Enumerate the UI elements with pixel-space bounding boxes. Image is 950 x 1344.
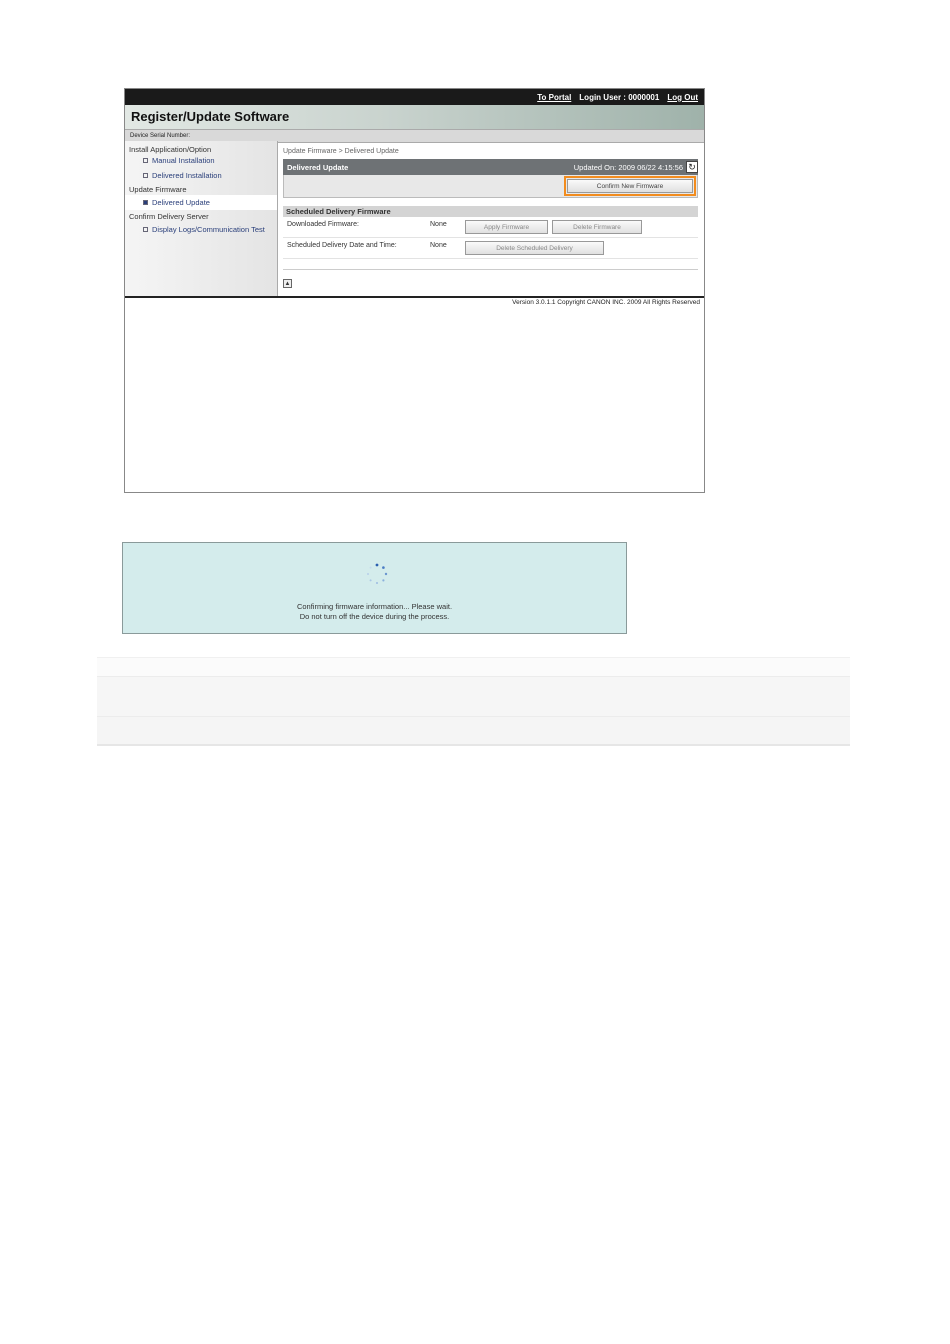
bullet-icon — [143, 200, 148, 205]
dialog-line-2: Do not turn off the device during the process. — [299, 612, 450, 621]
sidebar-item-manual-installation[interactable] — [125, 153, 277, 168]
scheduled-delivery-value: None — [430, 242, 447, 249]
sidebar-header-update-firmware[interactable]: Update Firmware — [129, 185, 187, 194]
scheduled-delivery-header: Scheduled Delivery Firmware — [283, 206, 698, 217]
copyright: Version 3.0.1.1 Copyright CANON INC. 2009 All Rights Reserved — [512, 299, 700, 306]
sidebar-header-install[interactable]: Install Application/Option — [129, 145, 212, 154]
dialog-message — [122, 602, 627, 622]
content-area — [125, 141, 704, 298]
sidebar-item-label: Delivered Installation — [152, 171, 222, 180]
sidebar-item-display-logs[interactable] — [125, 222, 277, 237]
delete-firmware-button[interactable]: Delete Firmware — [552, 220, 642, 234]
updated-on-label: Updated On: 2009 06/22 4:15:56 — [573, 162, 683, 172]
table-row — [97, 676, 850, 717]
scheduled-delivery-row — [283, 238, 698, 259]
scroll-to-top-icon[interactable]: ▲ — [284, 281, 291, 287]
table-row — [97, 716, 850, 746]
bullet-icon — [143, 158, 148, 163]
downloaded-firmware-label: Downloaded Firmware: — [287, 221, 359, 228]
sidebar-item-label: Manual Installation — [152, 156, 215, 165]
sidebar-header-confirm-server[interactable]: Confirm Delivery Server — [129, 212, 209, 221]
top-bar — [125, 89, 704, 105]
apply-firmware-button[interactable]: Apply Firmware — [465, 220, 548, 234]
divider — [283, 269, 698, 270]
scheduled-delivery-label: Scheduled Delivery Date and Time: — [287, 242, 397, 249]
main-panel — [283, 141, 698, 296]
downloaded-firmware-value: None — [430, 221, 447, 228]
downloaded-firmware-row — [283, 217, 698, 238]
sidebar-item-delivered-update[interactable] — [125, 195, 277, 210]
delivered-update-panel — [283, 175, 698, 198]
dialog-line-1: Confirming firmware information... Please wait. — [296, 602, 453, 611]
loading-spinner-icon — [366, 563, 388, 585]
section-title: Delivered Update — [287, 162, 349, 172]
delete-scheduled-delivery-button[interactable]: Delete Scheduled Delivery — [465, 241, 604, 255]
device-serial-label: Device Serial Number: — [125, 129, 704, 143]
sidebar-item-label: Delivered Update — [152, 198, 210, 207]
section-header — [283, 159, 698, 175]
to-portal-link[interactable]: To Portal — [537, 92, 572, 102]
sidebar — [125, 141, 278, 296]
bullet-icon — [143, 173, 148, 178]
refresh-icon[interactable]: ↻ — [686, 161, 698, 173]
breadcrumb: Update Firmware > Delivered Update — [283, 148, 399, 155]
confirm-new-firmware-button[interactable]: Confirm New Firmware — [567, 179, 693, 193]
update-info — [574, 161, 698, 173]
browser-window — [124, 88, 705, 493]
table-row — [97, 657, 850, 677]
bullet-icon — [143, 227, 148, 232]
sidebar-item-delivered-installation[interactable] — [125, 168, 277, 183]
page-title: Register/Update Software — [125, 105, 704, 129]
log-out-link[interactable]: Log Out — [667, 92, 698, 102]
sidebar-item-label: Display Logs/Communication Test — [152, 225, 265, 234]
login-user-label: Login User : 0000001 — [579, 92, 660, 102]
